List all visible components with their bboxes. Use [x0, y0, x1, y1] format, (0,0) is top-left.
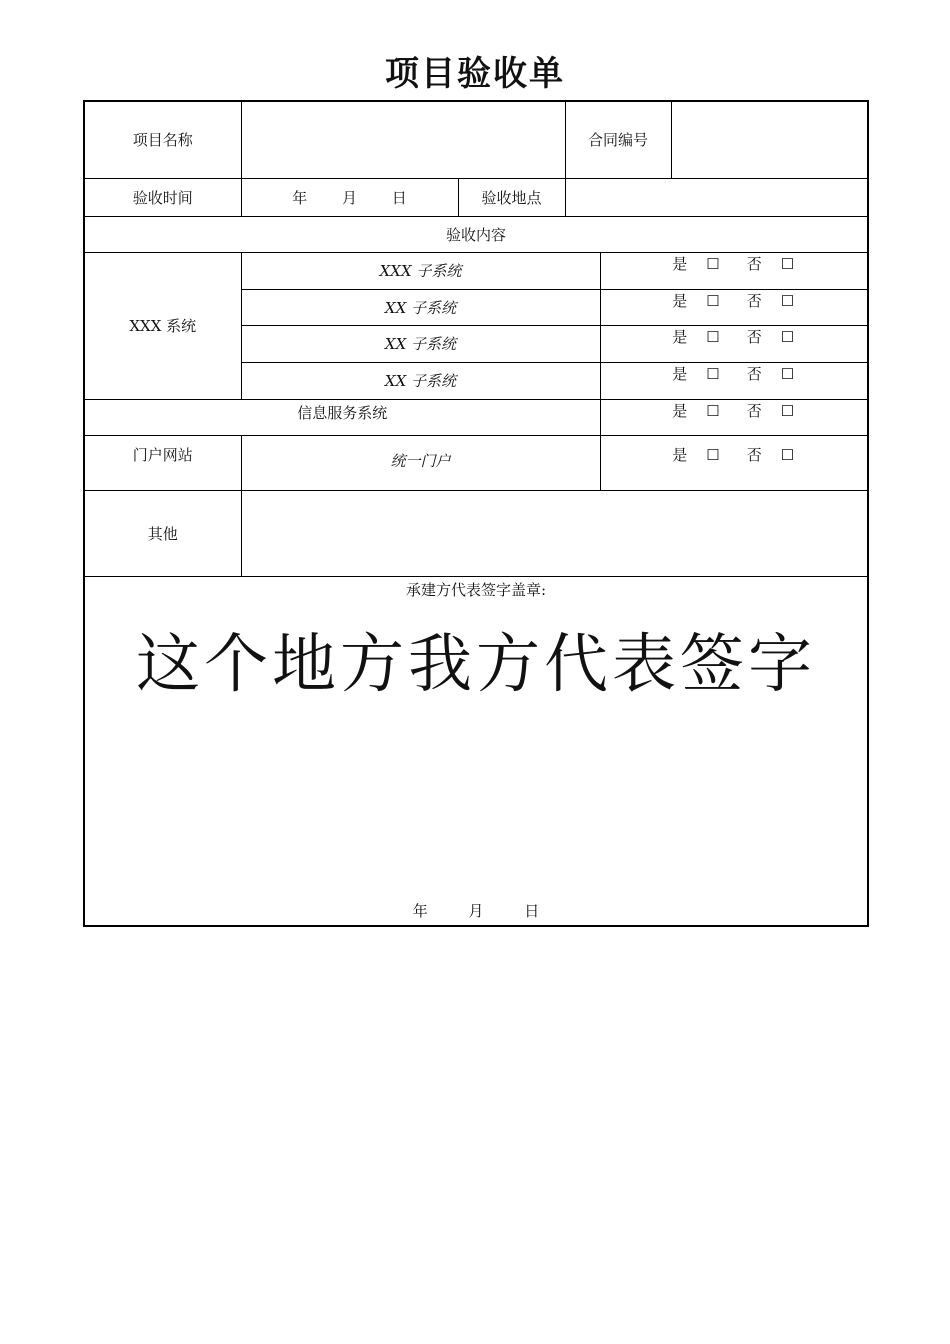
no-checkbox[interactable]: ☐ — [780, 401, 796, 420]
signature-area[interactable] — [84, 576, 868, 926]
yes-no-check[interactable] — [600, 362, 868, 399]
yes-label: 是 — [672, 291, 689, 310]
system-group-label: XXX 系统 — [84, 252, 241, 399]
no-label: 否 — [746, 364, 763, 383]
content-header: 验收内容 — [84, 216, 868, 252]
project-name-label: 项目名称 — [84, 101, 241, 178]
yes-no-check[interactable] — [600, 252, 868, 289]
yes-checkbox[interactable]: ☐ — [706, 327, 721, 346]
no-checkbox[interactable]: ☐ — [780, 364, 796, 383]
other-label: 其他 — [84, 490, 241, 576]
contract-no-label: 合同编号 — [565, 101, 671, 178]
acceptance-form-table — [83, 100, 869, 927]
portal-label: 门户网站 — [84, 435, 241, 490]
project-name-field[interactable] — [241, 101, 565, 178]
acceptance-place-label: 验收地点 — [458, 178, 565, 216]
contract-no-field[interactable] — [671, 101, 868, 178]
acceptance-time-label: 验收时间 — [84, 178, 241, 216]
no-label: 否 — [746, 401, 763, 420]
subsystem-name: XX 子系统 — [241, 325, 600, 362]
acceptance-place-field[interactable] — [565, 178, 868, 216]
row-info-service — [84, 399, 868, 435]
no-checkbox[interactable]: ☐ — [780, 327, 796, 346]
no-checkbox[interactable]: ☐ — [780, 291, 796, 310]
no-label: 否 — [746, 254, 763, 273]
signature-date: 年 月 日 — [412, 901, 540, 920]
yes-label: 是 — [672, 254, 689, 273]
no-label: 否 — [746, 327, 763, 346]
row-other — [84, 490, 868, 576]
row-content-header — [84, 216, 868, 252]
page-title: 项目验收单 — [385, 54, 565, 94]
subsystem-name: XX 子系统 — [241, 289, 600, 325]
yes-no-check[interactable] — [600, 435, 868, 490]
yes-label: 是 — [672, 327, 689, 346]
yes-label: 是 — [672, 445, 689, 464]
subsystem-name: XXX 子系统 — [241, 252, 600, 289]
no-label: 否 — [746, 445, 763, 464]
yes-checkbox[interactable]: ☐ — [706, 364, 721, 383]
yes-no-check[interactable] — [600, 399, 868, 435]
yes-label: 是 — [672, 401, 689, 420]
row-signature — [84, 576, 868, 926]
yes-checkbox[interactable]: ☐ — [706, 445, 721, 464]
yes-no-check[interactable] — [600, 289, 868, 325]
portal-item: 统一门户 — [241, 435, 600, 490]
row-portal — [84, 435, 868, 490]
row-subsystem-1 — [84, 252, 868, 289]
subsystem-name: XX 子系统 — [241, 362, 600, 399]
handwritten-signature-note: 这个地方我方代表签字 — [136, 627, 816, 702]
yes-checkbox[interactable]: ☐ — [706, 291, 721, 310]
no-checkbox[interactable]: ☐ — [780, 254, 796, 273]
yes-checkbox[interactable]: ☐ — [706, 401, 721, 420]
acceptance-date-field[interactable]: 年 月 日 — [241, 178, 458, 216]
row-project-name — [84, 101, 868, 178]
row-acceptance-time — [84, 178, 868, 216]
yes-no-check[interactable] — [600, 325, 868, 362]
info-service-label: 信息服务系统 — [84, 399, 600, 435]
yes-checkbox[interactable]: ☐ — [706, 254, 721, 273]
signature-label: 承建方代表签字盖章: — [405, 580, 547, 599]
no-checkbox[interactable]: ☐ — [780, 445, 796, 464]
other-field[interactable] — [241, 490, 868, 576]
no-label: 否 — [746, 291, 763, 310]
yes-label: 是 — [672, 364, 689, 383]
